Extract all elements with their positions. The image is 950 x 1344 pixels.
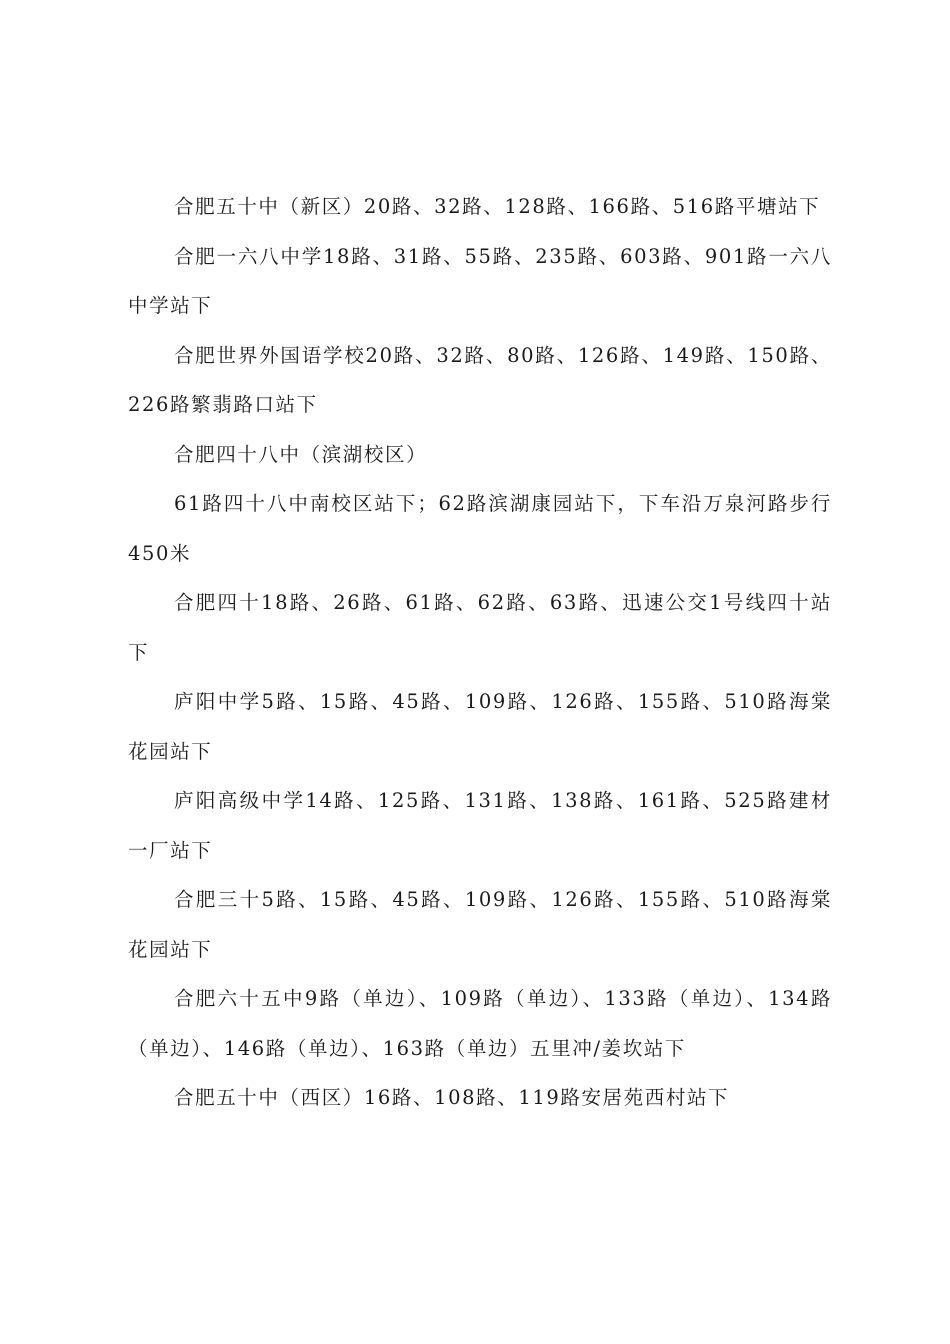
paragraph-foreign-language-school: 合肥世界外国语学校20路、32路、80路、126路、149路、150路、226路繁翡路口站下: [128, 343, 832, 416]
paragraph-school-48-binhu: 合肥四十八中（滨湖校区）: [174, 442, 428, 466]
paragraph-school-48-routes: 61路四十八中南校区站下；62路滨湖康园站下，下车沿万泉河路步行450米: [128, 492, 832, 565]
paragraph-luyang-high: 庐阳高级中学14路、125路、131路、138路、161路、525路建材一厂站下: [128, 789, 832, 862]
paragraph-school-168: 合肥一六八中学18路、31路、55路、235路、603路、901路一六八中学站下: [128, 244, 832, 317]
paragraph-school-50-west: 合肥五十中（西区）16路、108路、119路安居苑西村站下: [174, 1086, 730, 1109]
paragraph-school-30: 合肥三十5路、15路、45路、109路、126路、155路、510路海棠花园站下: [128, 888, 832, 961]
paragraph-luyang-middle: 庐阳中学5路、15路、45路、109路、126路、155路、510路海棠花园站下: [128, 690, 832, 763]
paragraph-school-40: 合肥四十18路、26路、61路、62路、63路、迅速公交1号线四十站下: [128, 591, 832, 664]
paragraph-school-65: 合肥六十五中9路（单边）、109路（单边）、133路（单边）、134路（单边）、146路（单边）、163路（单边）五里冲/姜坎站下: [128, 987, 832, 1060]
paragraph-school-50-new: 合肥五十中（新区）20路、32路、128路、166路、516路平塘站下: [174, 195, 821, 218]
document-body: [128, 182, 832, 1123]
